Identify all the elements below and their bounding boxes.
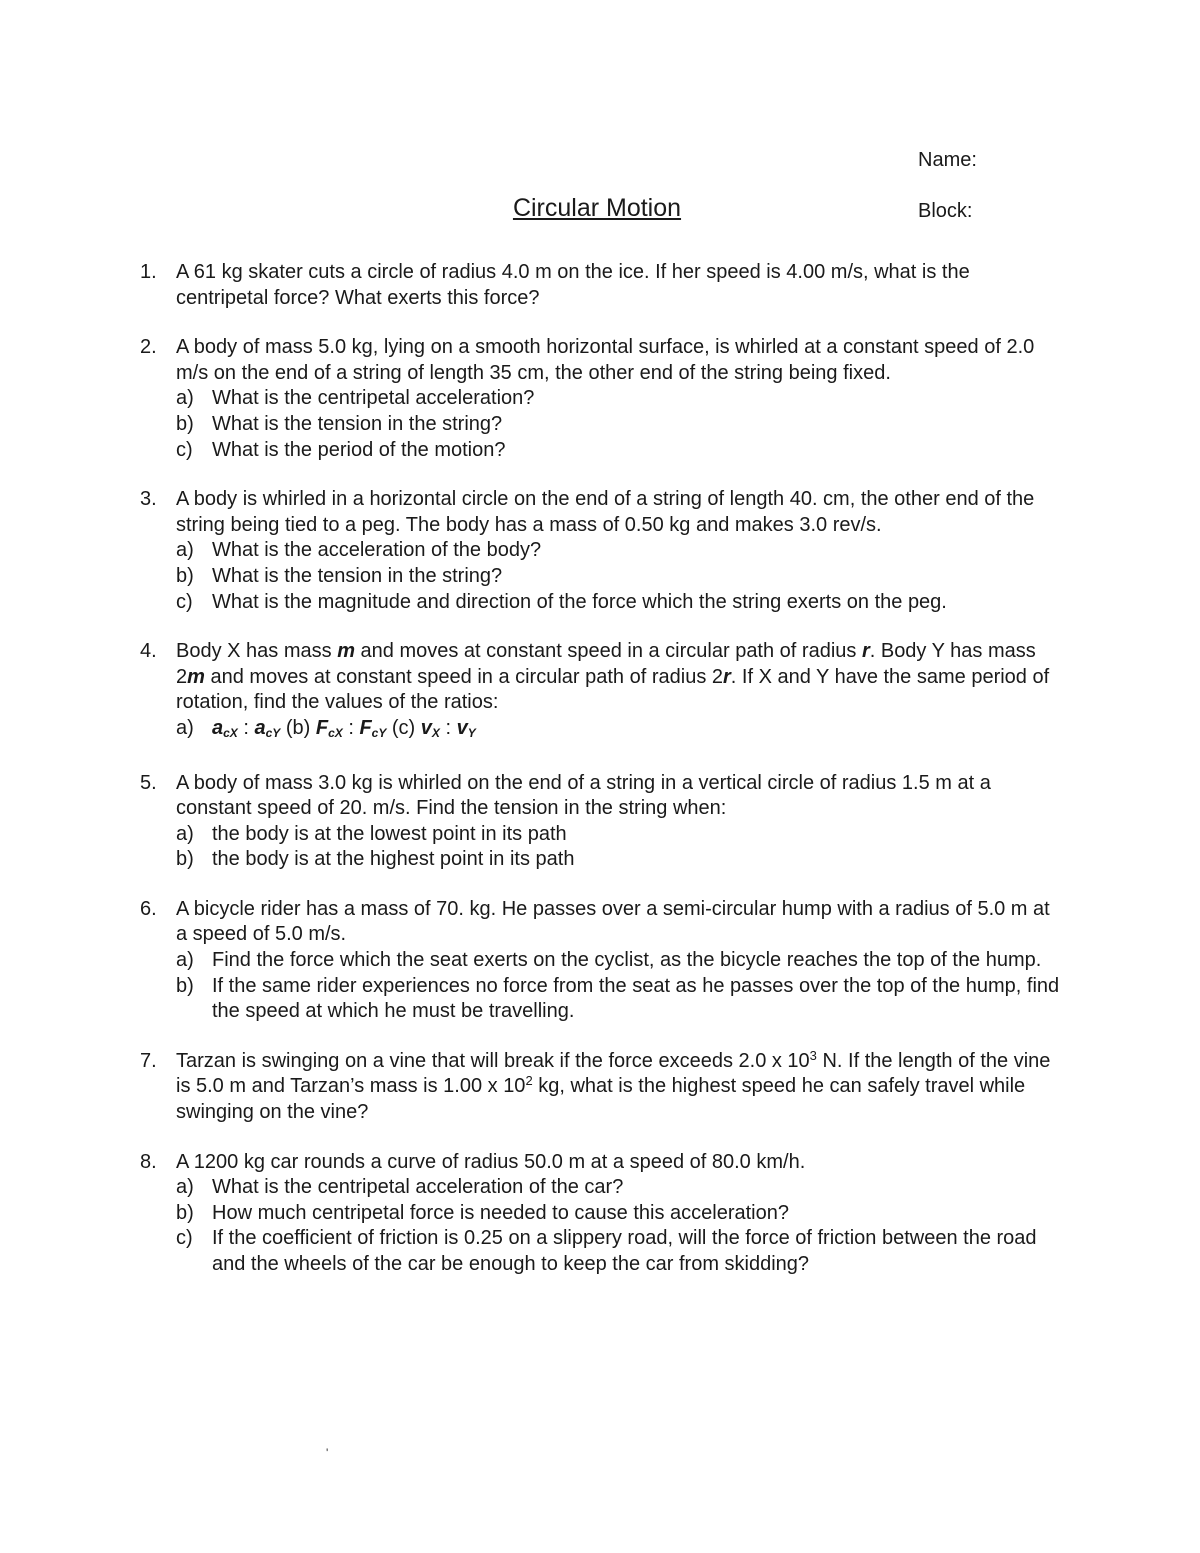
part-letter: b) xyxy=(176,564,194,587)
subscript: cY xyxy=(371,725,387,740)
part-letter: a) xyxy=(176,539,194,562)
question-text xyxy=(176,1049,1066,1126)
part-text: How much centripetal force is needed to cause this acceleration? xyxy=(212,1201,789,1224)
question-text: A 1200 kg car rounds a curve of radius 50.0 m at a speed of 80.0 km/h. xyxy=(176,1150,806,1173)
question-text xyxy=(176,639,1066,716)
part-text: If the coefficient of friction is 0.25 on a slippery road, will the force of friction between the road and the wheels of the car be enough to keep the car from skidding? xyxy=(212,1227,1037,1275)
part-letter: a) xyxy=(176,822,194,845)
question-list xyxy=(0,260,1200,1302)
part-letter: b) xyxy=(176,974,194,997)
question-part xyxy=(0,1226,1200,1277)
variable-f: F xyxy=(359,716,372,739)
text-run: N. If the length of the vine is 5.0 m and Tarzan’s mass is 1.00 x 10 xyxy=(176,1049,1051,1098)
question-text: A bicycle rider has a mass of 70. kg. He passes over a semi-circular hump with a radius of 5.0 m at a speed of 5.0 m/s. xyxy=(176,897,1050,946)
question-4 xyxy=(0,639,1200,746)
exponent: 3 xyxy=(809,1047,817,1063)
subscript: cX xyxy=(223,725,238,740)
subscript: Y xyxy=(467,725,476,740)
text-run: . Body Y has mass 2 xyxy=(176,640,1036,688)
part-letter: b) xyxy=(176,412,194,435)
question-number: 7. xyxy=(140,1049,157,1072)
part-letter: a) xyxy=(176,387,194,410)
question-number: 5. xyxy=(140,771,157,794)
variable-r: r xyxy=(861,640,870,663)
part-text: What is the period of the motion? xyxy=(212,438,506,461)
question-part xyxy=(0,974,1200,1025)
text-run: and moves at constant speed in a circular path of radius 2 xyxy=(204,665,723,688)
part-letter: b) xyxy=(176,1201,194,1224)
text-run: : xyxy=(439,716,457,739)
subscript: X xyxy=(431,725,440,740)
subscript: cY xyxy=(265,725,281,740)
variable-v: v xyxy=(456,716,468,739)
question-text: A body is whirled in a horizontal circle on the end of a string of length 40. cm, the other end of the string being tied to a peg. The body has a mass of 0.50 kg and makes 3.0 rev/s. xyxy=(176,488,1035,536)
text-run: Tarzan is swinging on a vine that will break if the force exceeds 2.0 x 10 xyxy=(176,1049,810,1072)
question-part xyxy=(0,412,1200,438)
question-part xyxy=(0,438,1200,464)
part-text: What is the tension in the string? xyxy=(212,412,503,435)
variable-a: a xyxy=(212,716,224,739)
footer-mark: ' xyxy=(326,1446,329,1460)
question-part xyxy=(0,948,1200,974)
variable-v: v xyxy=(420,716,432,739)
question-text: A body of mass 5.0 kg, lying on a smooth horizontal surface, is whirled at a constant speed of 2.0 m/s on the end of a string of length 35 cm, the other end of the string being fixed. xyxy=(176,336,1035,384)
ratio-line xyxy=(212,716,1062,747)
text-run: (c) xyxy=(386,716,421,739)
question-6 xyxy=(0,897,1200,1025)
question-number: 1. xyxy=(140,261,157,283)
text-run: kg, what is the highest speed he can safely travel while swinging on the vine? xyxy=(176,1075,1026,1124)
part-text: What is the centripetal acceleration of the car? xyxy=(212,1176,624,1199)
question-number: 8. xyxy=(140,1150,157,1173)
part-letter: a) xyxy=(176,949,194,972)
block-label: Block: xyxy=(918,200,973,222)
variable-a: a xyxy=(254,716,266,739)
question-part xyxy=(0,590,1200,616)
part-letter: b) xyxy=(176,848,194,871)
question-1 xyxy=(0,260,1200,311)
question-number: 6. xyxy=(140,897,157,920)
part-text: What is the acceleration of the body? xyxy=(212,539,542,562)
question-7 xyxy=(0,1049,1200,1126)
part-text: If the same rider experiences no force from the seat as he passes over the top of the hump, find the speed at which he must be travelling. xyxy=(212,974,1060,1023)
part-text: What is the centripetal acceleration? xyxy=(212,387,535,410)
question-part xyxy=(0,716,1200,747)
question-5 xyxy=(0,771,1200,873)
variable-m: m xyxy=(187,665,205,688)
exponent: 2 xyxy=(525,1073,533,1089)
part-letter: a) xyxy=(176,716,194,739)
question-part xyxy=(0,538,1200,564)
part-text: What is the tension in the string? xyxy=(212,564,503,587)
question-3 xyxy=(0,487,1200,615)
question-text: A body of mass 3.0 kg is whirled on the end of a string in a vertical circle of radius 1.5 m at a constant speed of 20. m/s. Find the tension in the string when: xyxy=(176,771,991,820)
text-run: . If X and Y have the same period of rotation, find the values of the ratios: xyxy=(176,665,1050,714)
text-run: and moves at constant speed in a circular path of radius xyxy=(354,640,862,663)
part-letter: a) xyxy=(176,1176,194,1199)
question-part xyxy=(0,822,1200,848)
part-text: Find the force which the seat exerts on the cyclist, as the bicycle reaches the top of the hump. xyxy=(212,949,1042,972)
variable-r: r xyxy=(723,665,731,688)
part-text: the body is at the lowest point in its path xyxy=(212,822,567,845)
question-number: 4. xyxy=(140,640,157,663)
text-run: : xyxy=(237,716,255,739)
question-part xyxy=(0,1175,1200,1201)
question-text: A 61 kg skater cuts a circle of radius 4.0 m on the ice. If her speed is 4.00 m/s, what is the centripetal force? What exerts this force? xyxy=(176,261,970,309)
part-letter: c) xyxy=(176,1227,193,1250)
question-number: 3. xyxy=(140,488,157,511)
question-part xyxy=(0,847,1200,873)
part-letter: c) xyxy=(176,590,193,613)
variable-f: F xyxy=(315,716,329,739)
text-run: : xyxy=(342,716,360,739)
text-run: (b) xyxy=(280,716,316,739)
part-text: What is the magnitude and direction of the force which the string exerts on the peg. xyxy=(212,590,947,613)
question-part xyxy=(0,1201,1200,1227)
question-8 xyxy=(0,1150,1200,1278)
name-label: Name: xyxy=(918,149,977,171)
question-number: 2. xyxy=(140,336,157,359)
question-part xyxy=(0,386,1200,412)
text-run: Body X has mass xyxy=(176,640,338,663)
subscript: cX xyxy=(328,725,343,740)
question-part xyxy=(0,564,1200,590)
question-2 xyxy=(0,335,1200,463)
part-letter: c) xyxy=(176,438,193,461)
variable-m: m xyxy=(337,640,355,663)
page-title: Circular Motion xyxy=(512,194,682,222)
part-text: the body is at the highest point in its path xyxy=(212,848,575,871)
